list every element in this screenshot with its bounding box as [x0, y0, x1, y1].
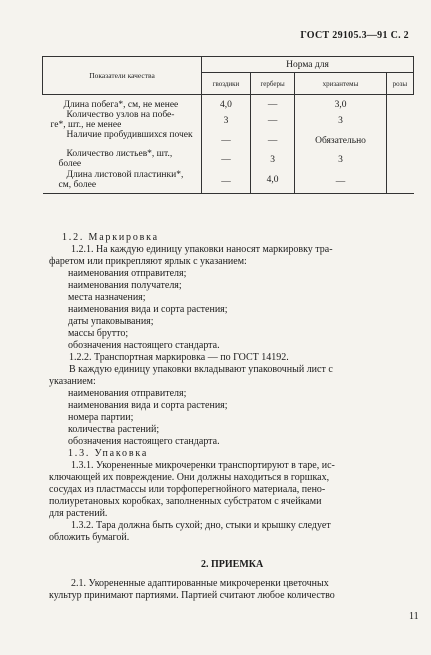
text-line: места назначения;: [68, 292, 146, 303]
value-cell: —: [250, 130, 294, 146]
text-line: массы брутто;: [68, 328, 129, 339]
text-line: 1.3.1. Укорененные микрочеренки транспортируют в таре, ис-: [71, 460, 335, 471]
param-cell: Количество узлов на побе- ге*, шт., не менее: [50, 110, 175, 130]
table-row: [43, 130, 414, 146]
text-line: В каждую единицу упаковки вкладывают упаковочный лист с: [69, 364, 333, 375]
value-cell: [386, 110, 413, 130]
value-cell: [386, 130, 413, 146]
table-row: [43, 110, 414, 130]
section-heading: 1.2. Маркировка: [62, 232, 159, 243]
column-header: гвоздики: [202, 73, 251, 95]
page-number: 11: [409, 611, 419, 622]
text-line: количества растений;: [68, 424, 160, 435]
text-line: 2.1. Укорененные адаптированные микрочеренки цветочных: [71, 578, 329, 589]
param-cell: Длина листовой пластинки*, см, более: [43, 169, 202, 194]
value-cell: 3,0: [295, 95, 386, 111]
value-cell: —: [202, 169, 251, 194]
value-cell: Обязательно: [295, 130, 386, 146]
param-cell: Длина побега*, см, не менее: [63, 100, 179, 110]
text-line: 1.3.2. Тара должна быть сухой; дно, стыки и крышку следует: [71, 520, 331, 531]
table-row: [43, 169, 414, 194]
value-cell: [386, 146, 413, 169]
text-line: для растений.: [49, 508, 108, 519]
table-row: [43, 146, 414, 169]
text-line: полиуретановых коробках, заполненных субстратом с ячейками: [49, 496, 322, 507]
table-row: [43, 95, 414, 111]
section-heading: 1.3. Упаковка: [68, 448, 149, 459]
value-cell: —: [295, 169, 386, 194]
param-cell: Наличие пробудившихся почек: [66, 130, 193, 140]
param-header: Показатели качества: [43, 57, 202, 95]
value-cell: —: [202, 146, 251, 169]
text-line: даты упаковывания;: [68, 316, 154, 327]
value-cell: —: [250, 95, 294, 111]
param-cell: Количество листьев*, шт., более: [58, 149, 173, 169]
text-line: наименования вида и сорта растения;: [68, 400, 228, 411]
value-cell: [386, 95, 413, 111]
column-header: хризантемы: [295, 73, 386, 95]
text-line: обложить бумагой.: [49, 532, 130, 543]
text-line: наименования вида и сорта растения;: [68, 304, 228, 315]
column-header: герберы: [250, 73, 294, 95]
text-line: наименования получателя;: [68, 280, 182, 291]
text-line: фаретом или прикрепляют ярлык с указанием:: [49, 256, 247, 267]
text-line: 1.2.1. На каждую единицу упаковки наносят маркировку тра-: [71, 244, 333, 255]
value-cell: 3: [295, 146, 386, 169]
text-line: ключающей их повреждение. Они должны находиться в горшках,: [49, 472, 330, 483]
text-line: номера партии;: [68, 412, 134, 423]
text-line: культур принимают партиями. Партией считают любое количество: [49, 590, 335, 601]
quality-norms-table: [42, 56, 414, 194]
value-cell: —: [250, 110, 294, 130]
value-cell: 3: [295, 110, 386, 130]
text-line: указанием:: [49, 376, 96, 387]
value-cell: —: [202, 130, 251, 146]
norm-header: Норма для: [202, 57, 414, 73]
text-line: наименования отправителя;: [68, 268, 187, 279]
value-cell: 3: [250, 146, 294, 169]
text-line: обозначения настоящего стандарта.: [68, 436, 220, 447]
text-line: сосудах из пластмассы или торфоперегнойного материала, пено-: [49, 484, 326, 495]
value-cell: [386, 169, 413, 194]
column-header: розы: [386, 73, 413, 95]
text-line: наименования отправителя;: [68, 388, 187, 399]
text-line: 1.2.2. Транспортная маркировка — по ГОСТ 14192.: [69, 352, 289, 363]
chapter-heading: 2. ПРИЕМКА: [201, 559, 264, 570]
page-header: ГОСТ 29105.3—91 С. 2: [300, 30, 409, 41]
text-line: обозначения настоящего стандарта.: [68, 340, 220, 351]
value-cell: 4,0: [202, 95, 251, 111]
value-cell: 4,0: [250, 169, 294, 194]
value-cell: 3: [202, 110, 251, 130]
